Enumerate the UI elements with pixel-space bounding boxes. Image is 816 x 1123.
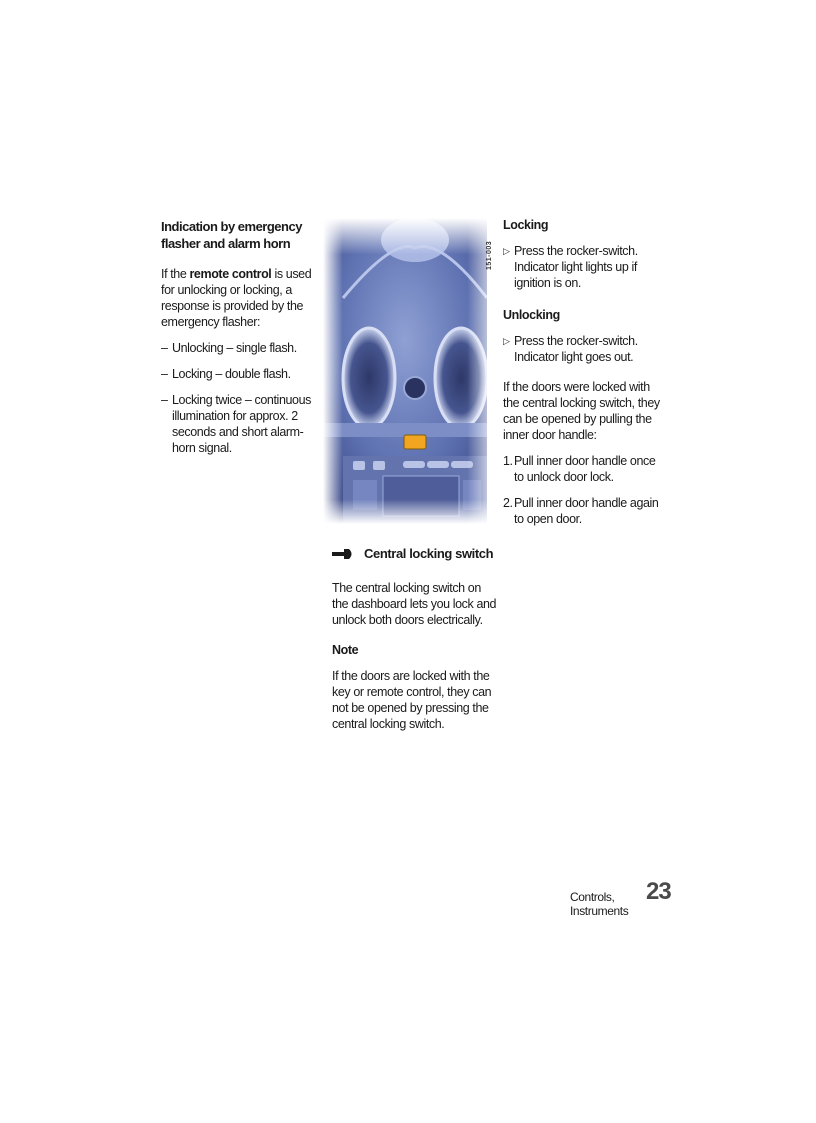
dashboard-photo [323, 218, 487, 524]
step-number: 1. [503, 454, 513, 468]
list-item: – Locking twice – continuous illumination for approx. 2 seconds and short alarm-horn signal. [161, 392, 326, 456]
step-number: 2. [503, 496, 513, 510]
intro-post: is used for unlocking or locking, a response is provided by the emergency flasher: [161, 267, 312, 329]
section-heading-emergency-flasher: Indication by emergency flasher and alarm horn [161, 219, 302, 251]
key-icon [332, 548, 354, 560]
locking-heading: Locking [503, 218, 549, 232]
locking-step-detail: Indicator light lights up if ignition is on. [514, 260, 637, 290]
intro-pre: If the [161, 267, 190, 281]
left-column [161, 218, 326, 466]
unlocking-step-detail: Indicator light goes out. [514, 350, 634, 364]
list-item: – Locking – double flash. [161, 366, 326, 382]
figure-code: 151-003 [486, 240, 493, 270]
dashboard-illustration [323, 218, 487, 524]
page-footer [560, 878, 671, 918]
list-item: – Unlocking – single flash. [161, 340, 326, 356]
list-item [503, 495, 668, 527]
right-column [503, 217, 668, 537]
triangle-bullet-icon: ▷ [503, 246, 510, 256]
locking-step [503, 243, 668, 291]
unlocking-step-text: Press the rocker-switch. [514, 334, 638, 348]
footer-section: Controls, Instruments [570, 890, 629, 918]
heading-text: Central locking switch [364, 546, 494, 561]
intro-bold: remote control [189, 267, 272, 281]
inner-handle-paragraph: If the doors were locked with the central locking switch, they can be opened by pulling the inner door handle: [503, 380, 660, 442]
triangle-bullet-icon: ▷ [503, 336, 510, 346]
numbered-list [503, 453, 668, 527]
step-text: Pull inner door handle again to open door. [514, 496, 659, 526]
note-text: If the doors are locked with the key or remote control, they can not be opened by pressing the central locking switch. [332, 669, 492, 731]
unlocking-heading: Unlocking [503, 308, 560, 322]
page-number: 23 [646, 878, 671, 905]
central-locking-heading [332, 546, 497, 562]
list-item [503, 453, 668, 485]
unlocking-step [503, 333, 668, 365]
intro-paragraph [161, 266, 326, 330]
middle-column [332, 546, 497, 742]
central-locking-paragraph: The central locking switch on the dashboard lets you lock and unlock both doors electrically. [332, 581, 497, 627]
locking-step-text: Press the rocker-switch. [514, 244, 638, 258]
flash-list [161, 340, 326, 456]
note-heading: Note [332, 643, 359, 657]
step-text: Pull inner door handle once to unlock door lock. [514, 454, 656, 484]
